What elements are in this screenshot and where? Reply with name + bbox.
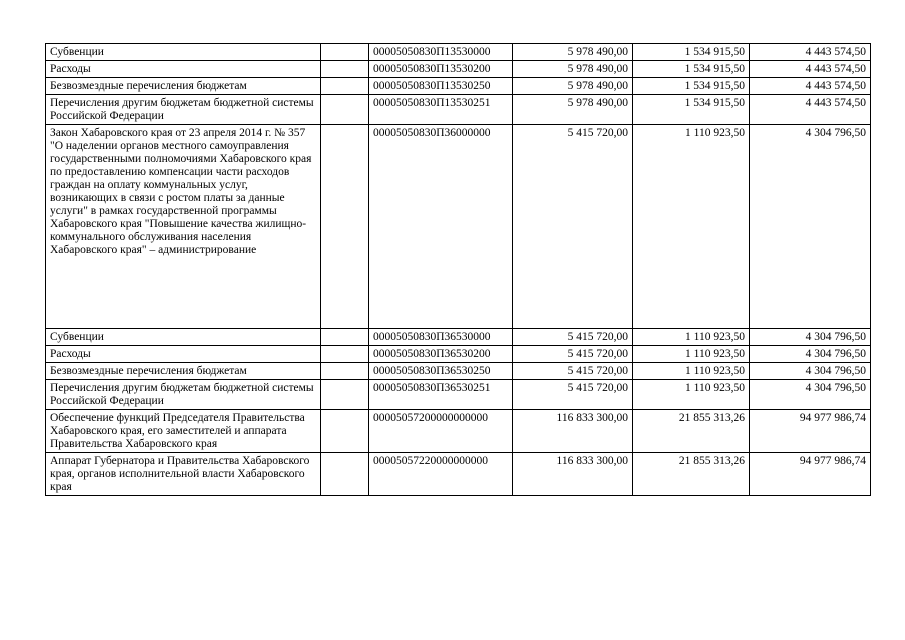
row-value-3: 94 977 986,74 [750,410,871,453]
row-value-1: 5 415 720,00 [513,125,633,329]
table-row [46,346,871,363]
row-code: 00005050830П36000000 [369,125,513,329]
row-code: 00005050830П36530251 [369,380,513,410]
row-code: 00005057220000000000 [369,453,513,496]
row-blank-cell [321,453,369,496]
row-name: Безвозмездные перечисления бюджетам [46,363,321,380]
row-value-2: 1 534 915,50 [633,44,750,61]
row-blank-cell [321,95,369,125]
table-row [46,453,871,496]
row-value-2: 1 110 923,50 [633,346,750,363]
row-value-2: 1 110 923,50 [633,380,750,410]
row-value-1: 116 833 300,00 [513,410,633,453]
row-value-3: 4 304 796,50 [750,346,871,363]
row-code: 00005050830П13530000 [369,44,513,61]
row-name: Закон Хабаровского края от 23 апреля 2014 г. № 357 "О наделении органов местного самоуправления государственными полномочиями Хабаровского края по предоставлению компенсации части расходов граждан на оплату коммунальных услуг, возникающих в связи с ростом платы за данные услуги" в рамках государственной программы Хабаровского края "Повышение качества жилищно-коммунального обслуживания населения Хабаровского края" – администрирование [46,125,321,329]
row-value-3: 4 304 796,50 [750,125,871,329]
row-value-2: 1 534 915,50 [633,95,750,125]
row-blank-cell [321,410,369,453]
table-row [46,95,871,125]
row-blank-cell [321,61,369,78]
row-value-3: 4 443 574,50 [750,95,871,125]
row-name: Безвозмездные перечисления бюджетам [46,78,321,95]
row-value-1: 5 978 490,00 [513,44,633,61]
row-value-3: 4 443 574,50 [750,78,871,95]
row-code: 00005057200000000000 [369,410,513,453]
row-name: Расходы [46,346,321,363]
row-code: 00005050830П13530251 [369,95,513,125]
row-value-1: 5 415 720,00 [513,346,633,363]
row-value-3: 4 304 796,50 [750,363,871,380]
row-value-1: 116 833 300,00 [513,453,633,496]
row-value-2: 21 855 313,26 [633,453,750,496]
table-row [46,61,871,78]
table-row [46,329,871,346]
row-name: Перечисления другим бюджетам бюджетной системы Российской Федерации [46,95,321,125]
row-value-2: 1 110 923,50 [633,329,750,346]
row-value-1: 5 978 490,00 [513,61,633,78]
row-value-3: 94 977 986,74 [750,453,871,496]
row-value-2: 1 110 923,50 [633,363,750,380]
row-name: Перечисления другим бюджетам бюджетной системы Российской Федерации [46,380,321,410]
row-code: 00005050830П36530200 [369,346,513,363]
row-value-3: 4 443 574,50 [750,44,871,61]
row-blank-cell [321,346,369,363]
row-value-2: 1 534 915,50 [633,78,750,95]
table-row [46,380,871,410]
budget-table [45,43,871,496]
row-blank-cell [321,380,369,410]
row-value-3: 4 304 796,50 [750,329,871,346]
row-value-2: 1 534 915,50 [633,61,750,78]
row-value-3: 4 443 574,50 [750,61,871,78]
row-code: 00005050830П36530250 [369,363,513,380]
row-blank-cell [321,125,369,329]
row-name: Расходы [46,61,321,78]
row-name: Аппарат Губернатора и Правительства Хабаровского края, органов исполнительной власти Хабаровского края [46,453,321,496]
row-value-1: 5 415 720,00 [513,363,633,380]
row-value-1: 5 415 720,00 [513,329,633,346]
row-name: Обеспечение функций Председателя Правительства Хабаровского края, его заместителей и аппарата Правительства Хабаровского края [46,410,321,453]
row-value-1: 5 978 490,00 [513,95,633,125]
row-code: 00005050830П13530200 [369,61,513,78]
row-value-2: 21 855 313,26 [633,410,750,453]
row-blank-cell [321,78,369,95]
row-name: Субвенции [46,329,321,346]
row-value-2: 1 110 923,50 [633,125,750,329]
row-name: Субвенции [46,44,321,61]
row-value-3: 4 304 796,50 [750,380,871,410]
row-code: 00005050830П36530000 [369,329,513,346]
row-blank-cell [321,363,369,380]
table-row [46,363,871,380]
table-row [46,125,871,329]
table-row [46,78,871,95]
row-code: 00005050830П13530250 [369,78,513,95]
row-value-1: 5 415 720,00 [513,380,633,410]
table-row [46,410,871,453]
row-value-1: 5 978 490,00 [513,78,633,95]
row-blank-cell [321,329,369,346]
table-row [46,44,871,61]
row-blank-cell [321,44,369,61]
